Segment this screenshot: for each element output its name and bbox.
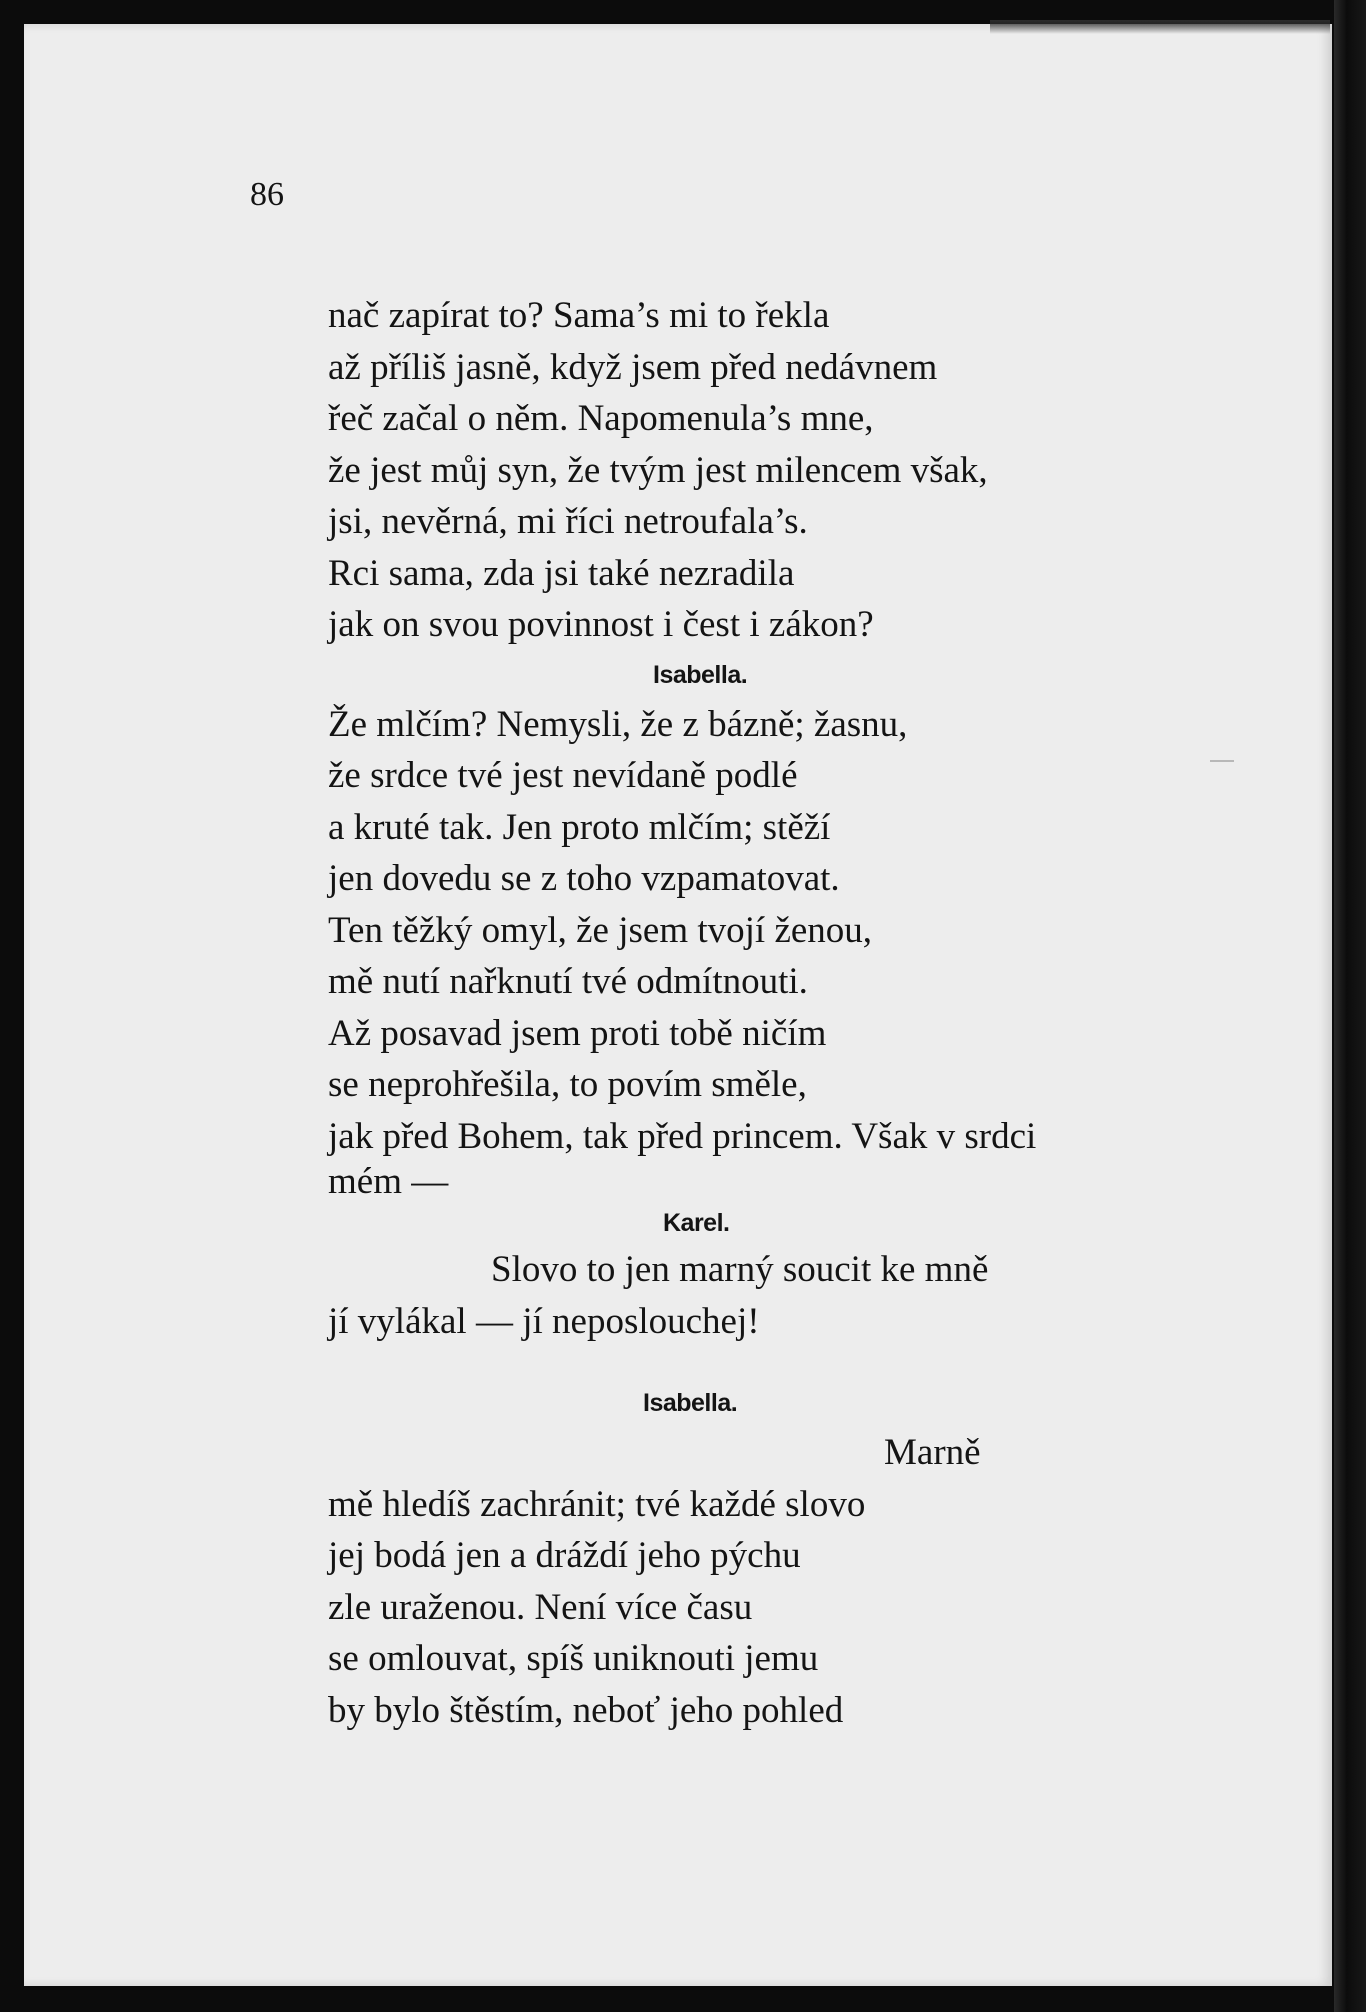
speaker-name: Isabella.: [643, 1389, 738, 1417]
verse-line: Rci sama, zda jsi také nezradila: [328, 552, 795, 594]
verse-line: by bylo štěstím, neboť jeho pohled: [328, 1689, 844, 1731]
verse-line: že srdce tvé jest nevídaně podlé: [328, 755, 798, 796]
scan-mark: [1210, 760, 1234, 762]
verse-line: Až posavad jsem proti tobě ničím: [328, 1012, 827, 1054]
verse-line: Marně: [884, 1432, 981, 1473]
verse-line: Slovo to jen marný soucit ke mně: [491, 1249, 989, 1290]
verse-text: [328, 290, 1208, 1736]
verse-line: jej bodá jen a dráždí jeho pýchu: [328, 1535, 801, 1576]
page-number: 86: [250, 176, 284, 213]
verse-line: mě hledíš zachránit; tvé každé slovo: [328, 1483, 866, 1525]
verse-line: nač zapírat to? Sama’s mi to řekla: [328, 295, 830, 336]
verse-line: mě nutí nařknutí tvé odmítnouti.: [328, 961, 808, 1002]
verse-line: se omlouvat, spíš uniknouti jemu: [328, 1638, 819, 1679]
verse-line: se neprohřešila, to povím směle,: [328, 1064, 807, 1105]
verse-line: a kruté tak. Jen proto mlčím; stěží: [328, 806, 831, 848]
speaker-name: Isabella.: [653, 660, 748, 689]
scan-edge-top: [990, 20, 1330, 34]
verse-line: řeč začal o něm. Napomenula’s mne,: [328, 398, 874, 439]
verse-line: zle uraženou. Není více času: [328, 1586, 753, 1628]
verse-line: jí vylákal — jí neposlouchej!: [328, 1300, 760, 1342]
verse-line: Že mlčím? Nemysli, že z bázně; žasnu,: [328, 703, 908, 745]
verse-line: až příliš jasně, když jsem před nedávnem: [328, 346, 938, 388]
verse-line: že jest můj syn, že tvým jest milencem však,: [328, 449, 988, 491]
verse-line: jen dovedu se z toho vzpamatovat.: [328, 858, 840, 899]
speaker-name: Karel.: [663, 1209, 730, 1237]
verse-line: Ten těžký omyl, že jsem tvojí ženou,: [328, 909, 873, 951]
verse-line: jsi, nevěrná, mi říci netroufala’s.: [328, 501, 808, 542]
verse-line: jak on svou povinnost i čest i zákon?: [328, 604, 874, 645]
verse-line: jak před Bohem, tak před princem. Však v srdci: [328, 1115, 1037, 1157]
scan-edge-right: [1334, 0, 1366, 2012]
verse-line: mém —: [328, 1161, 449, 1202]
